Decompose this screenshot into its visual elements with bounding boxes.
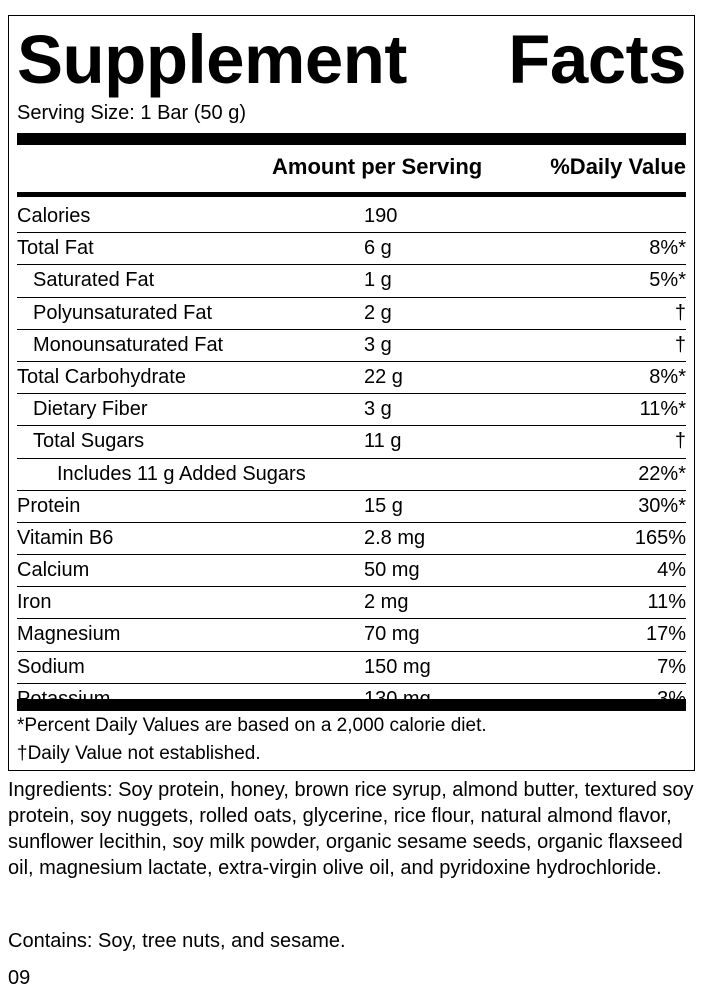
nutrient-daily-value: 22%* [638, 462, 686, 485]
nutrient-table [17, 201, 686, 715]
nutrient-daily-value: † [674, 301, 686, 324]
nutrient-amount: 2 g [364, 301, 392, 324]
panel-title [17, 20, 686, 100]
nutrient-daily-value: 5%* [649, 269, 686, 292]
nutrient-row [17, 523, 686, 555]
nutrient-name: Total Sugars [33, 430, 145, 453]
nutrient-row [17, 362, 686, 394]
label-code: 09 [8, 967, 31, 989]
nutrient-name: Total Carbohydrate [17, 365, 186, 388]
nutrient-row [17, 652, 686, 684]
nutrient-name: Total Fat [17, 237, 94, 260]
nutrient-amount: 3 g [364, 398, 392, 421]
nutrient-row [17, 426, 686, 458]
nutrient-row [17, 491, 686, 523]
nutrient-row [17, 330, 686, 362]
title-word-supplement: Supplement [17, 21, 407, 98]
nutrient-daily-value: 165% [634, 526, 686, 549]
allergen-statement: Contains: Soy, tree nuts, and sesame. [8, 930, 346, 952]
nutrient-amount: 6 g [364, 237, 392, 260]
nutrient-daily-value: 30%* [638, 494, 686, 517]
nutrient-amount: 22 g [364, 365, 403, 388]
nutrient-name: Monounsaturated Fat [33, 333, 224, 356]
nutrient-amount: 3 g [364, 333, 392, 356]
thick-divider-bottom [17, 699, 686, 711]
nutrient-daily-value: 8%* [649, 365, 686, 388]
nutrient-daily-value: 7% [657, 655, 686, 678]
nutrient-name: Vitamin B6 [17, 526, 114, 549]
title-word-facts: Facts [508, 21, 686, 98]
nutrient-daily-value: † [674, 333, 686, 356]
nutrient-row [17, 265, 686, 297]
nutrient-amount: 2.8 mg [364, 526, 426, 549]
footnote-dagger: †Daily Value not established. [17, 743, 261, 764]
nutrient-amount: 150 mg [364, 655, 431, 678]
nutrient-row [17, 233, 686, 265]
thick-divider-top [17, 133, 686, 145]
nutrient-row [17, 459, 686, 491]
serving-size: Serving Size: 1 Bar (50 g) [17, 102, 246, 124]
nutrient-name: Sodium [17, 655, 85, 678]
nutrient-name: Protein [17, 494, 81, 517]
daily-value-header: %Daily Value [550, 154, 686, 179]
nutrient-name: Dietary Fiber [33, 398, 148, 421]
nutrient-name: Polyunsaturated Fat [33, 301, 212, 324]
amount-per-serving-header: Amount per Serving [272, 154, 483, 179]
nutrient-amount: 1 g [364, 269, 392, 292]
nutrient-daily-value: † [674, 430, 686, 453]
nutrient-row [17, 298, 686, 330]
nutrient-name: Iron [17, 591, 52, 614]
nutrient-row [17, 201, 686, 233]
nutrient-daily-value: 8%* [649, 237, 686, 260]
nutrient-row [17, 555, 686, 587]
nutrient-daily-value: 11%* [639, 398, 686, 421]
nutrient-daily-value: 11% [647, 591, 686, 614]
supplement-facts-panel [8, 15, 695, 771]
nutrient-amount: 11 g [364, 430, 402, 453]
footnote-percent: *Percent Daily Values are based on a 2,000 calorie diet. [17, 715, 487, 736]
nutrient-amount: 190 [364, 205, 398, 227]
nutrient-amount: 70 mg [364, 623, 420, 646]
nutrient-daily-value: 17% [645, 623, 686, 646]
nutrient-name: Calories [17, 205, 91, 227]
nutrient-name: Includes 11 g Added Sugars [57, 462, 306, 485]
nutrient-name: Magnesium [17, 623, 121, 646]
medium-divider [17, 192, 686, 197]
nutrient-row [17, 619, 686, 651]
nutrient-name: Calcium [17, 559, 90, 582]
nutrient-daily-value: 4% [657, 559, 686, 582]
nutrient-row [17, 587, 686, 619]
nutrient-amount: 15 g [364, 494, 403, 517]
nutrient-amount: 50 mg [364, 559, 420, 582]
ingredients-text: Ingredients: Soy protein, honey, brown rice syrup, almond butter, textured soy protein, soy nuggets, rolled oats, glycerine, rice flour, natural almond flavor, sunflower lecithin, soy milk powder, organic sesame seeds, organic flaxseed oil, magnesium lactate, extra-virgin olive oil, and pyridoxine hydrochloride. [8, 779, 694, 879]
nutrient-name: Saturated Fat [33, 269, 155, 292]
nutrient-row [17, 394, 686, 426]
nutrient-amount: 2 mg [364, 591, 409, 614]
